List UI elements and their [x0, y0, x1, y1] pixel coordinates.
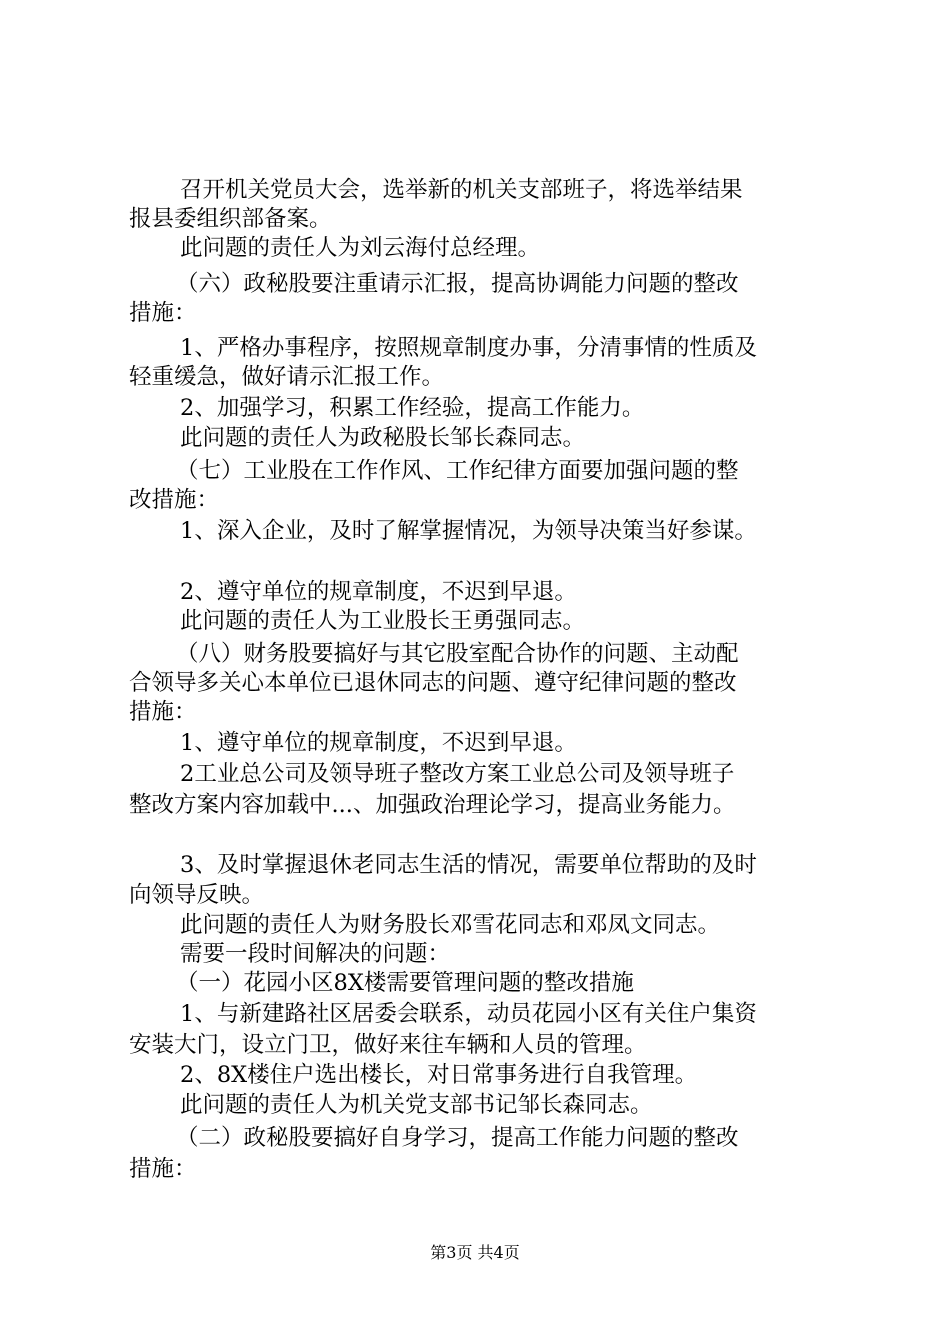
text-line: （一）花园小区8X楼需要管理问题的整改措施: [176, 970, 634, 996]
text-line: 措施：: [129, 699, 197, 725]
text-line: 此问题的责任人为财务股长邓雪花同志和邓凤文同志。: [180, 912, 721, 938]
text-line: （六）政秘股要注重请示汇报，提高协调能力问题的整改: [176, 271, 739, 297]
text-line: 1、严格办事程序，按照规章制度办事，分清事情的性质及: [180, 335, 757, 361]
text-line: （八）财务股要搞好与其它股室配合协作的问题、主动配: [176, 641, 739, 667]
text-line: 此问题的责任人为机关党支部书记邹长森同志。: [180, 1092, 653, 1118]
text-line: 召开机关党员大会，选举新的机关支部班子，将选举结果: [180, 177, 743, 203]
text-line: 报县委组织部备案。: [129, 206, 332, 232]
page-footer: [0, 1243, 950, 1263]
text-line: 需要一段时间解决的问题：: [180, 941, 451, 967]
text-line: 1、遵守单位的规章制度，不迟到早退。: [180, 730, 577, 756]
text-line: 整改方案内容加载中...、加强政治理论学习，提高业务能力。: [129, 792, 736, 818]
text-line: 措施：: [129, 1156, 197, 1182]
page-number: 第3页 共4页: [430, 1243, 520, 1262]
text-line: 改措施：: [129, 487, 220, 513]
text-line: 此问题的责任人为工业股长王勇强同志。: [180, 608, 586, 634]
text-line: 1、与新建路社区居委会联系，动员花园小区有关住户集资: [180, 1001, 757, 1027]
text-line: 2、遵守单位的规章制度，不迟到早退。: [180, 579, 577, 605]
text-line: 此问题的责任人为政秘股长邹长森同志。: [180, 425, 586, 451]
text-line: 轻重缓急，做好请示汇报工作。: [129, 364, 445, 390]
text-line: 2、8X楼住户选出楼长，对日常事务进行自我管理。: [180, 1062, 698, 1088]
text-line: 合领导多关心本单位已退休同志的问题、遵守纪律问题的整改: [129, 670, 737, 696]
text-line: 安装大门，设立门卫，做好来往车辆和人员的管理。: [129, 1032, 647, 1058]
text-line: 2工业总公司及领导班子整改方案工业总公司及领导班子: [180, 761, 735, 787]
text-line: 此问题的责任人为刘云海付总经理。: [180, 235, 541, 261]
text-line: 1、深入企业，及时了解掌握情况，为领导决策当好参谋。: [180, 518, 757, 544]
text-line: 向领导反映。: [129, 882, 265, 908]
text-line: 措施：: [129, 300, 197, 326]
text-line: 2、加强学习，积累工作经验，提高工作能力。: [180, 395, 645, 421]
text-line: （二）政秘股要搞好自身学习，提高工作能力问题的整改: [176, 1125, 739, 1151]
text-line: 3、及时掌握退休老同志生活的情况，需要单位帮助的及时: [180, 852, 757, 878]
text-line: （七）工业股在工作作风、工作纪律方面要加强问题的整: [176, 458, 739, 484]
